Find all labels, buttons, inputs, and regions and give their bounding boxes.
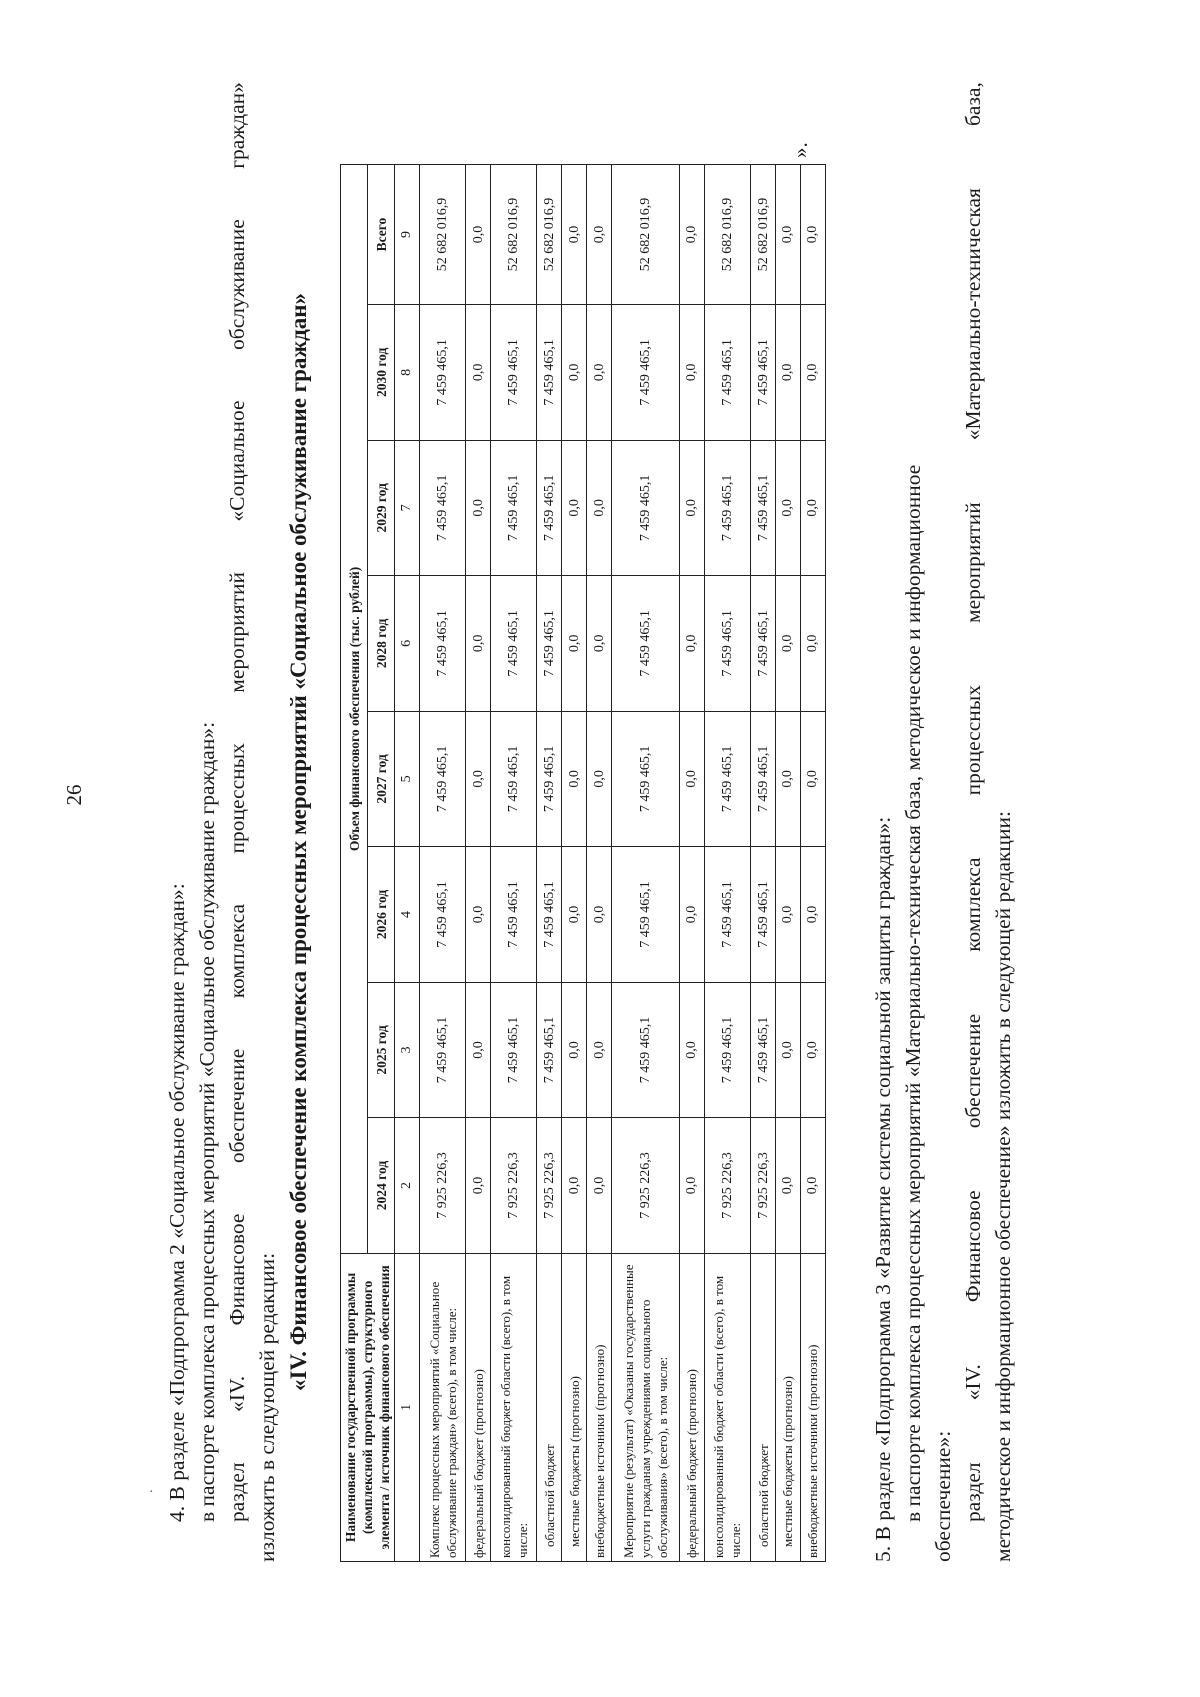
para1-line3-word: граждан» bbox=[225, 82, 249, 169]
para2-line1: 5. В разделе «Подпрограмма 3 «Развитие системы социальной защиты граждан»: bbox=[871, 816, 895, 1562]
value-cell: 7 459 465,1 bbox=[751, 440, 776, 576]
year-header: 2027 год bbox=[368, 711, 395, 847]
value-cell: 0,0 bbox=[800, 576, 825, 712]
para2-line5: методическое и информационное обеспечение» изложить в следующей редакции: bbox=[991, 811, 1015, 1562]
row-name-cell: местные бюджеты (прогнозно) bbox=[562, 1253, 587, 1561]
value-cell: 7 459 465,1 bbox=[419, 982, 465, 1118]
value-cell: 7 925 226,3 bbox=[612, 1118, 679, 1254]
value-cell: 0,0 bbox=[800, 1118, 825, 1254]
value-cell: 7 459 465,1 bbox=[491, 982, 537, 1118]
value-cell: 7 925 226,3 bbox=[537, 1118, 562, 1254]
value-cell: 7 459 465,1 bbox=[704, 440, 750, 576]
value-cell: 0,0 bbox=[466, 982, 491, 1118]
para1-line3 bbox=[222, 82, 252, 1562]
year-header: 2025 год bbox=[368, 982, 395, 1118]
value-cell: 7 459 465,1 bbox=[704, 982, 750, 1118]
table-row bbox=[704, 165, 750, 1562]
table-row bbox=[587, 165, 612, 1562]
value-cell: 0,0 bbox=[679, 1118, 704, 1254]
value-cell: 7 925 226,3 bbox=[419, 1118, 465, 1254]
row-name-cell: Комплекс процессных мероприятий «Социальное обслуживание граждан» (всего), в том числе: bbox=[419, 1253, 465, 1561]
value-cell: 52 682 016,9 bbox=[612, 165, 679, 305]
row-name-cell: консолидированный бюджет области (всего), в том числе: bbox=[491, 1253, 537, 1561]
value-cell: 7 459 465,1 bbox=[704, 305, 750, 441]
value-cell: 0,0 bbox=[776, 711, 801, 847]
value-cell: 7 925 226,3 bbox=[491, 1118, 537, 1254]
value-cell: 7 459 465,1 bbox=[751, 576, 776, 712]
value-cell: 0,0 bbox=[562, 440, 587, 576]
para1-line3-word: «IV. bbox=[225, 1375, 249, 1412]
value-cell: 7 925 226,3 bbox=[751, 1118, 776, 1254]
value-cell: 0,0 bbox=[562, 847, 587, 983]
value-cell: 0,0 bbox=[587, 305, 612, 441]
value-cell: 0,0 bbox=[562, 1118, 587, 1254]
table-row bbox=[419, 165, 465, 1562]
value-cell: 7 459 465,1 bbox=[491, 576, 537, 712]
row-name-cell: Мероприятие (результат) «Оказаны государственные услуги гражданам учреждениями социального обслуживания» (всего), в том числе: bbox=[612, 1253, 679, 1561]
column-index-cell: 4 bbox=[395, 847, 420, 983]
para2-line2: в паспорте комплекса процессных мероприятий «Материально-техническая база, методическое и информационное bbox=[901, 464, 925, 1522]
para1-line3-word: мероприятий bbox=[225, 572, 249, 693]
para1-line3-word: обслуживание bbox=[225, 219, 249, 350]
value-cell: 0,0 bbox=[800, 847, 825, 983]
value-cell: 7 459 465,1 bbox=[537, 576, 562, 712]
row-name-cell: федеральный бюджет (прогнозно) bbox=[466, 1253, 491, 1561]
value-cell: 7 459 465,1 bbox=[537, 711, 562, 847]
value-cell: 7 459 465,1 bbox=[704, 576, 750, 712]
value-cell: 0,0 bbox=[776, 1118, 801, 1254]
value-cell: 7 925 226,3 bbox=[704, 1118, 750, 1254]
table-row bbox=[537, 165, 562, 1562]
value-cell: 0,0 bbox=[466, 305, 491, 441]
value-cell: 0,0 bbox=[587, 440, 612, 576]
year-header: 2029 год bbox=[368, 440, 395, 576]
value-cell: 0,0 bbox=[587, 165, 612, 305]
value-cell: 7 459 465,1 bbox=[491, 440, 537, 576]
para2-line4 bbox=[958, 82, 988, 1562]
value-cell: 7 459 465,1 bbox=[751, 305, 776, 441]
value-cell: 7 459 465,1 bbox=[419, 305, 465, 441]
para2-line4-word: процессных bbox=[961, 685, 985, 796]
row-name-cell: областной бюджет bbox=[751, 1253, 776, 1561]
value-cell: 0,0 bbox=[466, 847, 491, 983]
table-row bbox=[800, 165, 825, 1562]
table-closing-quote: ». bbox=[788, 142, 812, 158]
value-cell: 0,0 bbox=[466, 440, 491, 576]
volume-header: Объем финансового обеспечения (тыс. рублей) bbox=[341, 165, 368, 1254]
table-row bbox=[491, 165, 537, 1562]
para2-line4-word: обеспечение bbox=[961, 1013, 985, 1129]
para1-line3-word: «Социальное bbox=[225, 400, 249, 522]
value-cell: 7 459 465,1 bbox=[612, 711, 679, 847]
column-index-row bbox=[395, 165, 420, 1562]
value-cell: 0,0 bbox=[679, 847, 704, 983]
row-name-cell: федеральный бюджет (прогнозно) bbox=[679, 1253, 704, 1561]
year-header: 2026 год bbox=[368, 847, 395, 983]
value-cell: 7 459 465,1 bbox=[537, 305, 562, 441]
row-name-cell: областной бюджет bbox=[537, 1253, 562, 1561]
row-name-cell: консолидированный бюджет области (всего), в том числе: bbox=[704, 1253, 750, 1561]
scan-speck: · bbox=[149, 1485, 154, 1500]
value-cell: 0,0 bbox=[562, 982, 587, 1118]
year-header: 2028 год bbox=[368, 576, 395, 712]
value-cell: 0,0 bbox=[776, 576, 801, 712]
column-index-cell: 7 bbox=[395, 440, 420, 576]
row-name-cell: местные бюджеты (прогнозно) bbox=[776, 1253, 801, 1561]
value-cell: 0,0 bbox=[587, 847, 612, 983]
year-header: Всего bbox=[368, 165, 395, 305]
value-cell: 0,0 bbox=[466, 1118, 491, 1254]
value-cell: 7 459 465,1 bbox=[612, 847, 679, 983]
column-index-cell: 2 bbox=[395, 1118, 420, 1254]
value-cell: 7 459 465,1 bbox=[612, 982, 679, 1118]
value-cell: 0,0 bbox=[466, 576, 491, 712]
value-cell: 0,0 bbox=[679, 982, 704, 1118]
value-cell: 0,0 bbox=[562, 305, 587, 441]
row-name-cell: внебюджетные источники (прогнозно) bbox=[587, 1253, 612, 1561]
column-index-cell: 8 bbox=[395, 305, 420, 441]
value-cell: 0,0 bbox=[587, 982, 612, 1118]
value-cell: 0,0 bbox=[466, 711, 491, 847]
value-cell: 7 459 465,1 bbox=[537, 982, 562, 1118]
table-row bbox=[466, 165, 491, 1562]
table-row bbox=[679, 165, 704, 1562]
value-cell: 0,0 bbox=[679, 305, 704, 441]
value-cell: 0,0 bbox=[800, 440, 825, 576]
value-cell: 0,0 bbox=[587, 576, 612, 712]
value-cell: 0,0 bbox=[562, 576, 587, 712]
value-cell: 7 459 465,1 bbox=[491, 305, 537, 441]
para2-line4-word: база, bbox=[961, 82, 985, 127]
page-number: 26 bbox=[62, 784, 86, 806]
value-cell: 0,0 bbox=[587, 711, 612, 847]
value-cell: 7 459 465,1 bbox=[612, 305, 679, 441]
value-cell: 0,0 bbox=[800, 711, 825, 847]
value-cell: 7 459 465,1 bbox=[419, 576, 465, 712]
value-cell: 0,0 bbox=[776, 982, 801, 1118]
para1-line3-word: комплекса bbox=[225, 903, 249, 999]
value-cell: 0,0 bbox=[466, 165, 491, 305]
value-cell: 0,0 bbox=[800, 982, 825, 1118]
value-cell: 7 459 465,1 bbox=[612, 576, 679, 712]
year-header: 2030 год bbox=[368, 305, 395, 441]
value-cell: 52 682 016,9 bbox=[491, 165, 537, 305]
value-cell: 0,0 bbox=[776, 440, 801, 576]
value-cell: 7 459 465,1 bbox=[491, 847, 537, 983]
value-cell: 7 459 465,1 bbox=[751, 711, 776, 847]
para2-line4-word: «IV. bbox=[961, 1364, 985, 1401]
para1-line4: изложить в следующей редакции: bbox=[255, 1252, 279, 1562]
para2-line4-word: «Материально-техническая bbox=[961, 188, 985, 441]
table-row bbox=[751, 165, 776, 1562]
para1-line2: в паспорте комплекса процессных мероприятий «Социальное обслуживание граждан»: bbox=[195, 721, 219, 1522]
value-cell: 0,0 bbox=[679, 576, 704, 712]
column-index-cell: 3 bbox=[395, 982, 420, 1118]
para1-line1: 4. В разделе «Подпрограмма 2 «Социальное обслуживание граждан»: bbox=[165, 883, 189, 1522]
table-row bbox=[776, 165, 801, 1562]
column-index-cell: 9 bbox=[395, 165, 420, 305]
value-cell: 0,0 bbox=[800, 165, 825, 305]
table-row bbox=[562, 165, 587, 1562]
value-cell: 52 682 016,9 bbox=[751, 165, 776, 305]
column-index-cell: 1 bbox=[395, 1253, 420, 1561]
year-header: 2024 год bbox=[368, 1118, 395, 1254]
para2-line4-word: комплекса bbox=[961, 857, 985, 952]
value-cell: 0,0 bbox=[562, 711, 587, 847]
value-cell: 52 682 016,9 bbox=[537, 165, 562, 305]
rotated-page-content bbox=[162, 82, 1015, 1562]
value-cell: 7 459 465,1 bbox=[751, 847, 776, 983]
financing-table bbox=[340, 164, 826, 1562]
value-cell: 7 459 465,1 bbox=[419, 711, 465, 847]
value-cell: 7 459 465,1 bbox=[612, 440, 679, 576]
value-cell: 7 459 465,1 bbox=[704, 847, 750, 983]
value-cell: 0,0 bbox=[800, 305, 825, 441]
value-cell: 7 459 465,1 bbox=[491, 711, 537, 847]
para2-line3: обеспечение»: bbox=[931, 1430, 955, 1562]
value-cell: 7 459 465,1 bbox=[704, 711, 750, 847]
value-cell: 52 682 016,9 bbox=[704, 165, 750, 305]
para2-line4-word: раздел bbox=[961, 1462, 985, 1522]
value-cell: 7 459 465,1 bbox=[537, 440, 562, 576]
value-cell: 52 682 016,9 bbox=[419, 165, 465, 305]
para1-line3-word: Финансовое bbox=[225, 1213, 249, 1326]
value-cell: 0,0 bbox=[679, 440, 704, 576]
value-cell: 7 459 465,1 bbox=[419, 440, 465, 576]
para1-line3-word: обеспечение bbox=[225, 1048, 249, 1164]
table-row bbox=[612, 165, 679, 1562]
section-title: «IV. Финансовое обеспечение комплекса процессных мероприятий «Социальное обслуживание граждан» bbox=[286, 293, 311, 1391]
value-cell: 0,0 bbox=[562, 165, 587, 305]
value-cell: 0,0 bbox=[679, 711, 704, 847]
value-cell: 7 459 465,1 bbox=[419, 847, 465, 983]
para1-line3-word: процессных bbox=[225, 743, 249, 854]
para2-line4-word: Финансовое bbox=[961, 1190, 985, 1303]
value-cell: 0,0 bbox=[587, 1118, 612, 1254]
para1-line3-word: раздел bbox=[225, 1462, 249, 1522]
column-index-cell: 5 bbox=[395, 711, 420, 847]
column-index-cell: 6 bbox=[395, 576, 420, 712]
value-cell: 0,0 bbox=[776, 165, 801, 305]
value-cell: 0,0 bbox=[679, 165, 704, 305]
para2-line4-word: мероприятий bbox=[961, 502, 985, 623]
value-cell: 0,0 bbox=[776, 305, 801, 441]
value-cell: 7 459 465,1 bbox=[751, 982, 776, 1118]
col-name-header: Наименование государственной программы (комплексной программы), структурного элемента / источник финансового обеспечения bbox=[341, 1253, 395, 1561]
row-name-cell: внебюджетные источники (прогнозно) bbox=[800, 1253, 825, 1561]
value-cell: 7 459 465,1 bbox=[537, 847, 562, 983]
value-cell: 0,0 bbox=[776, 847, 801, 983]
